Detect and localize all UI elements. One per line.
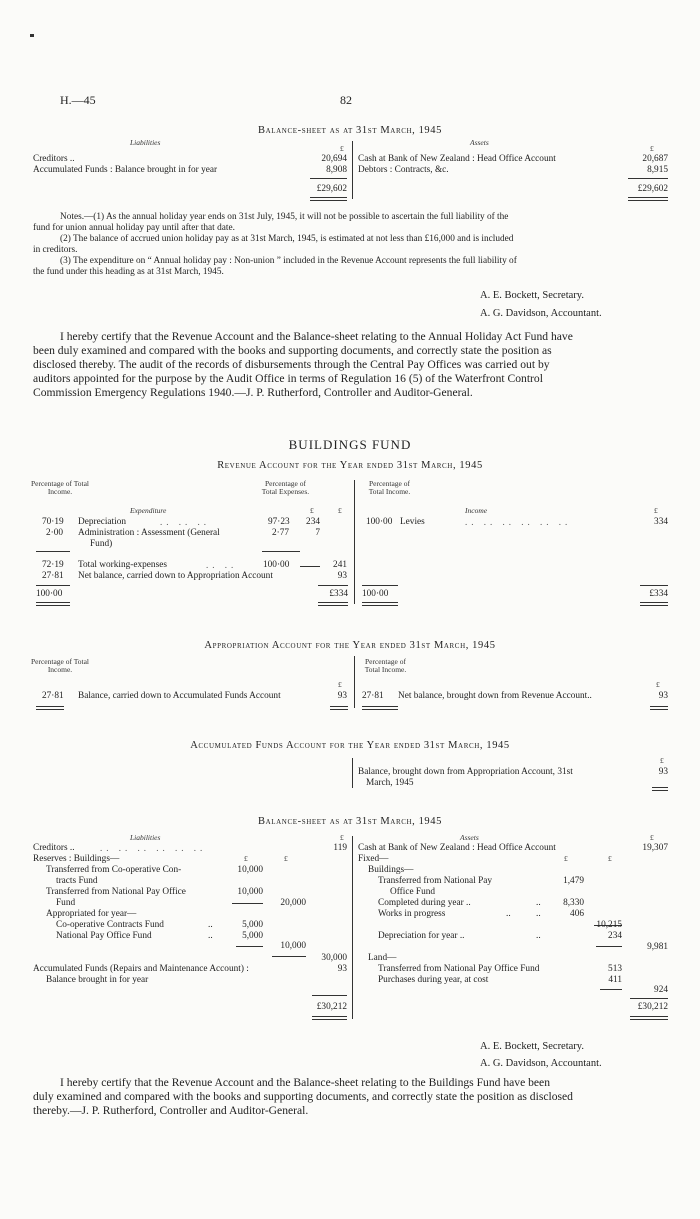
bs-tr-npo-value: 1,479 [563,876,584,886]
expenditure-total: £334 [329,589,348,599]
certificate-1-line: auditors appointed for the purpose by the Audit Office in terms of Regulation 16 (5) of the Waterfront Control [33,372,543,385]
holiday-liabilities-heading: Liabilities [130,138,161,147]
certificate-1-line: disclosed thereby. The audit of the records of disbursements through the Central Pay Offices was carried out by [33,358,550,371]
accumulated-funds-value: 93 [658,767,668,777]
transferred-subtotal: 20,000 [280,898,306,908]
pound-sign: £ [338,506,342,515]
total-working-pct-expenses: 100·00 [263,560,290,570]
administration-pct-expenses: 2·77 [272,528,290,538]
land-purchases-value: 411 [608,975,622,985]
tr-coop-value: 10,000 [237,865,263,875]
pct-expenses-heading: Percentage of Total Expenses. [261,479,310,496]
creditors-label: Creditors .. [33,843,75,853]
secretary-signature: A. E. Bockett, Secretary. [480,290,584,301]
land-transferred-label: Transferred from National Pay Office Fund [378,964,540,974]
holiday-assets-total: £29,602 [637,184,668,194]
net-balance-pct: 27·81 [42,571,64,581]
appropriated-label: Appropriated for year— [46,909,137,919]
note-2: (2) The balance of accrued union holiday pay as at 31st March, 1945, is estimated at not less than £16,000 and is included [60,234,514,244]
pct-income-heading: Percentage of Total Income. [368,479,411,496]
levies-pct: 100·00 [366,517,393,527]
certificate-1-line: been duly examined and compared with the books and supporting documents, and correctly state the position as [33,344,552,357]
ap-npo-label: National Pay Office Fund [56,931,152,941]
appropriation-right-label: Net balance, brought down from Revenue Account.. [398,691,592,701]
administration-value: 7 [315,528,320,538]
fixed-label: Fixed— [358,854,389,864]
wip-value: 406 [570,909,584,919]
land-purchases-label: Purchases during year, at cost [378,975,489,985]
depreciation-pct: 70·19 [42,517,64,527]
net-balance-value: 93 [337,571,347,581]
holiday-liabilities-total: £29,602 [316,184,347,194]
depreciation-value: 234 [306,517,320,527]
appropriation-left-pct: 27·81 [42,691,64,701]
reserves-label: Reserves : Buildings— [33,854,120,864]
note-3: (3) The expenditure on “ Annual holiday pay : Non-union ” included in the Revenue Account represents the full liability of [60,256,517,266]
pct-income-heading: Percentage of Total Income. [364,657,407,674]
holiday-bs-title: Balance-sheet as at 31st March, 1945 [258,125,442,136]
tr-npo-label-cont: Fund [56,898,76,908]
pound-sign: £ [310,506,314,515]
expenditure-total-pct: 100·00 [36,589,63,599]
depreciation-pct-expenses: 97·23 [268,517,290,527]
creditors-value: 119 [333,843,347,853]
pct-income-heading: Percentage of Total Income. [30,657,90,674]
pound-sign: £ [660,756,664,765]
accumulated-funds-label-cont: March, 1945 [366,778,414,788]
buildings-label: Buildings— [368,865,414,875]
certificate-1-line: I hereby certify that the Revenue Account and the Balance-sheet relating to the Annual Holiday Act Fund have [60,330,573,343]
revenue-account-title: Revenue Account for the Year ended 31st March, 1945 [217,460,483,471]
holiday-cash-label: Cash at Bank of New Zealand : Head Office Account [358,154,556,164]
accumulated-funds-label: Balance, brought down from Appropriation Account, 31st [358,767,573,777]
note-3-cont: the fund under this heading as at 31st March, 1945. [33,267,224,277]
depreciation-bs-label: Depreciation for year .. [378,931,465,941]
holiday-creditors-value: 20,694 [321,154,347,164]
accumulated-funds-bs-value: 93 [337,964,347,974]
tr-coop-label: Transferred from Co-operative Con- [46,865,182,875]
secretary-signature: A. E. Bockett, Secretary. [480,1041,584,1052]
completed-value: 8,330 [563,898,584,908]
land-label: Land— [368,953,397,963]
land-transferred-value: 513 [608,964,622,974]
liabilities-heading: Liabilities [130,833,161,842]
holiday-cash-value: 20,687 [642,154,668,164]
appropriation-left-label: Balance, carried down to Accumulated Funds Account [78,691,281,701]
page-number: 82 [340,93,352,107]
stray-mark [30,34,34,37]
ap-coop-label: Co-operative Contracts Fund [56,920,164,930]
bs-tr-npo-label: Transferred from National Pay [378,876,493,886]
bs-cash-value: 19,307 [642,843,668,853]
holiday-creditors-label: Creditors .. [33,154,75,164]
pound-sign: £ [338,680,342,689]
accountant-signature: A. G. Davidson, Accountant. [480,1058,602,1069]
appropriation-right-value: 93 [658,691,668,701]
holiday-assets-heading: Assets [470,138,489,147]
total-working-value: 241 [333,560,347,570]
income-heading: Income [465,506,488,515]
page-reference: H.—45 [60,93,96,107]
income-total: £334 [649,589,668,599]
tr-coop-label-cont: tracts Fund [56,876,98,886]
accountant-signature: A. G. Davidson, Accountant. [480,308,602,319]
appropriation-title: Appropriation Account for the Year ended 31st March, 1945 [204,640,496,651]
appropriated-subtotal: 10,000 [280,941,306,951]
holiday-accumulated-label: Accumulated Funds : Balance brought in for year [33,165,218,175]
ap-npo-value: 5,000 [242,931,263,941]
levies-label: Levies [400,517,425,527]
holiday-debtors-label: Debtors : Contracts, &c. [358,165,449,175]
certificate-1-line: Commission Emergency Regulations 1940.—J. P. Rutherford, Controller and Auditor-General. [33,386,473,399]
total-working-pct: 72·19 [42,560,64,570]
levies-value: 334 [654,517,668,527]
tr-npo-label: Transferred from National Pay Office [46,887,186,897]
land-subtotal: 924 [654,985,668,995]
buildings-liabilities-total: £30,212 [316,1002,347,1012]
total-working-label: Total working-expenses [78,560,167,570]
pound-sign: £ [244,854,248,863]
pct-income-heading: Percentage of Total Income. [30,479,90,496]
buildings-fund-title: BUILDINGS FUND [288,437,412,452]
accumulated-funds-title: Accumulated Funds Account for the Year ended 31st March, 1945 [190,740,510,751]
bs-cash-label: Cash at Bank of New Zealand : Head Office Account [358,843,556,853]
certificate-2-line: duly examined and compared with the books and supporting documents, and correctly state the position as disclosed [33,1090,573,1103]
buildings-bs-title: Balance-sheet as at 31st March, 1945 [258,816,442,827]
buildings-subtotal: 10,215 [596,920,622,930]
wip-label: Works in progress [378,909,446,919]
buildings-assets-total: £30,212 [637,1002,668,1012]
accumulated-funds-bs-label-cont: Balance brought in for year [46,975,149,985]
tr-npo-value: 10,000 [237,887,263,897]
pound-sign: £ [654,506,658,515]
administration-label: Administration : Assessment (General [78,528,220,538]
pound-sign: £ [564,854,568,863]
depreciation-label: Depreciation [78,517,127,527]
appropriation-left-value: 93 [337,691,347,701]
administration-label-cont: Fund) [90,539,113,549]
certificate-2-line: I hereby certify that the Revenue Account and the Balance-sheet relating to the Buildings Fund have been [60,1076,550,1089]
administration-pct: 2·00 [46,528,64,538]
buildings-net-value: 9,981 [647,942,668,952]
assets-heading: Assets [460,833,479,842]
ap-coop-value: 5,000 [242,920,263,930]
note-2-cont: in creditors. [33,245,78,255]
pound-sign: £ [340,144,344,153]
certificate-2-line: thereby.—J. P. Rutherford, Controller and Auditor-General. [33,1104,309,1117]
pound-sign: £ [656,680,660,689]
pound-sign: £ [284,854,288,863]
net-balance-label: Net balance, carried down to Appropriation Account [78,571,273,581]
appropriation-right-pct: 27·81 [362,691,384,701]
completed-label: Completed during year .. [378,898,471,908]
accumulated-funds-bs-label: Accumulated Funds (Repairs and Maintenance Account) : [33,964,249,974]
pound-sign: £ [340,833,344,842]
note-1-cont: fund for union annual holiday pay until after that date. [33,223,235,233]
expenditure-heading: Expenditure [130,506,167,515]
depreciation-bs-value: 234 [608,931,622,941]
bs-tr-npo-label-cont: Office Fund [390,887,436,897]
pound-sign: £ [650,144,654,153]
holiday-accumulated-value: 8,908 [326,165,347,175]
pound-sign: £ [608,854,612,863]
income-total-pct: 100·00 [362,589,389,599]
reserves-total: 30,000 [321,953,347,963]
note-1: Notes.—(1) As the annual holiday year ends on 31st July, 1945, it will not be possible to ascertain the full liability of the [60,212,509,222]
holiday-debtors-value: 8,915 [647,165,668,175]
pound-sign: £ [650,833,654,842]
